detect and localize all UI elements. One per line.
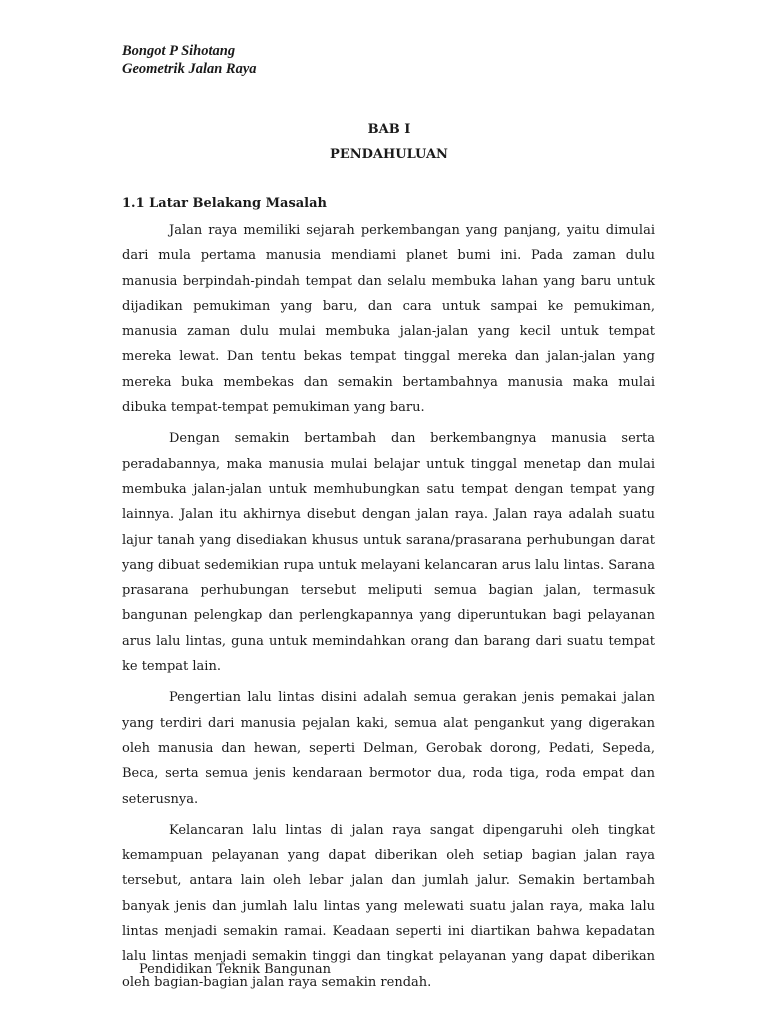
chapter-title: PENDAHULUAN: [330, 147, 448, 162]
chapter-number: BAB I: [367, 122, 411, 137]
paragraph: Jalan raya memiliki sejarah perkembangan yang panjang, yaitu dimulai dari mula pertama manusia mendiami planet bumi ini. Pada zaman dulu manusia berpindah-pindah tempat dan selalu membuka lahan yang baru untuk dijadikan pemukiman yang baru, dan cara untuk sampai ke pemukiman, manusia zaman dulu mulai membuka jalan-jalan yang kecil untuk tempat mereka lewat. Dan tentu bekas tempat tinggal mereka dan jalan-jalan yang mereka buka membekas dan semakin bertambahnya manusia maka mulai dibuka tempat-tempat pemukiman yang baru.: [122, 223, 655, 416]
page-header: [122, 42, 257, 78]
paragraph: Kelancaran lalu lintas di jalan raya sangat dipengaruhi oleh tingkat kemampuan pelayanan yang dapat diberikan oleh setiap bagian jalan raya tersebut, antara lain oleh lebar jalan dan jumlah jalur. Semakin bertambah banyak jenis dan jumlah lalu lintas yang melewati suatu jalan raya, maka lalu lintas menjadi semakin ramai. Keadaan seperti ini diartikan bahwa kepadatan lalu lintas menjadi semakin tinggi dan tingkat pelayanan yang dapat diberikan oleh bagian-bagian jalan raya semakin rendah.: [122, 822, 655, 990]
header-subject: Geometrik Jalan Raya: [122, 61, 257, 77]
header-author: Bongot P Sihotang: [122, 43, 236, 59]
paragraph: Dengan semakin bertambah dan berkembangnya manusia serta peradabannya, maka manusia mulai belajar untuk tinggal menetap dan mulai membuka jalan-jalan untuk memhubungkan satu tempat dengan tempat yang lainnya. Jalan itu akhirnya disebut dengan jalan raya. Jalan raya adalah suatu lajur tanah yang disediakan khusus untuk sarana/prasarana perhubungan darat yang dibuat sedemikian rupa untuk melayani kelancaran arus lalu lintas. Sarana prasarana perhubungan tersebut meliputi semua bagian jalan, termasuk bangunan pelengkap dan perlengkapannya yang diperuntukan bagi pelayanan arus lalu lintas, guna untuk memindahkan orang dan barang dari suatu tempat ke tempat lain.: [122, 431, 655, 675]
paragraph: Pengertian lalu lintas disini adalah semua gerakan jenis pemakai jalan yang terdiri dari manusia pejalan kaki, semua alat pengankut yang digerakan oleh manusia dan hewan, seperti Delman, Gerobak dorong, Pedati, Sepeda, Beca, serta semua jenis kendaraan bermotor dua, roda tiga, roda empat dan seterusnya.: [122, 690, 655, 807]
section-heading: 1.1 Latar Belakang Masalah: [122, 196, 327, 211]
body-text: [122, 218, 655, 1001]
page-footer: Pendidikan Teknik Bangunan: [139, 962, 331, 977]
